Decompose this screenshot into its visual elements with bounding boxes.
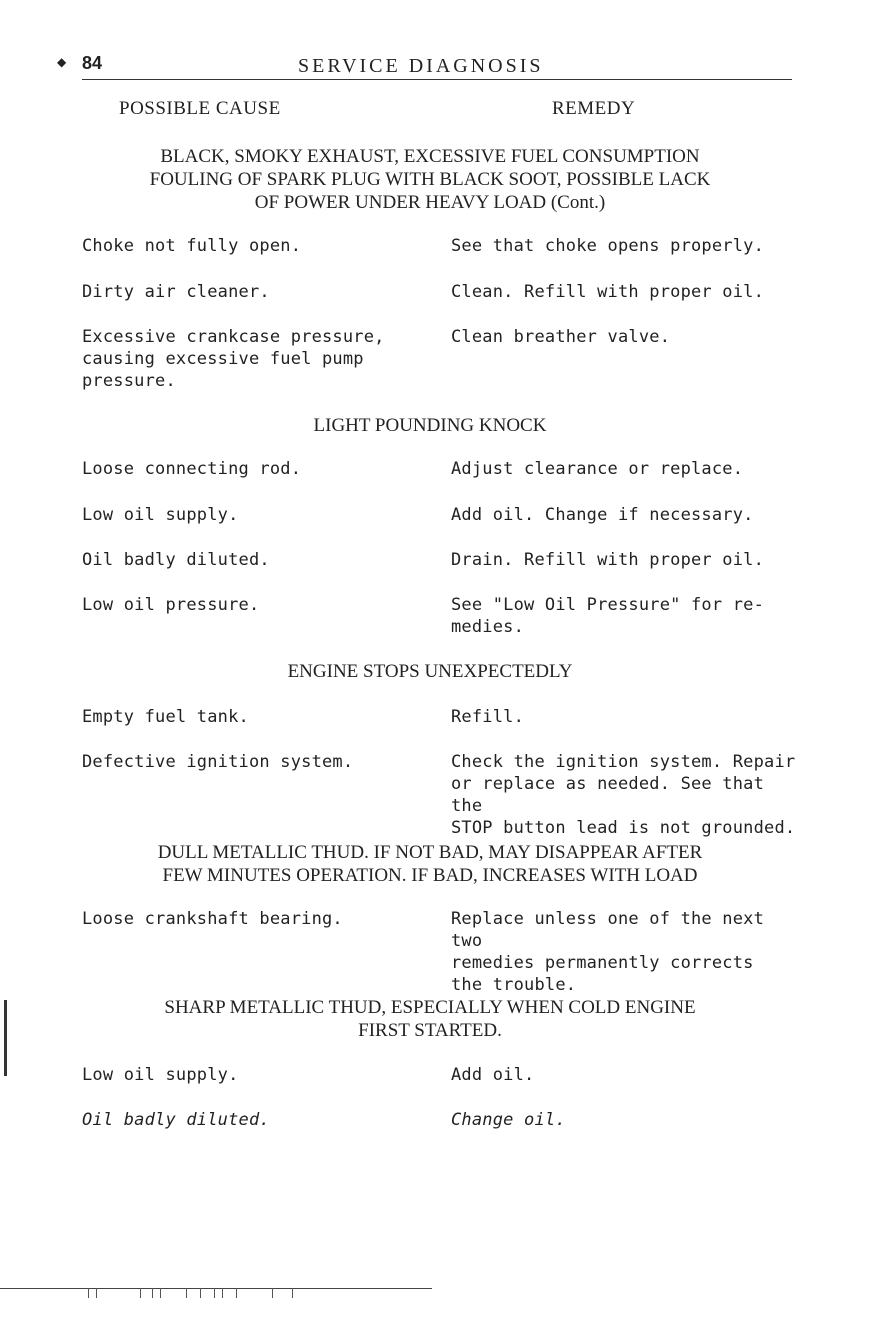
cause-text: Loose connecting rod. <box>82 459 302 479</box>
remedy-text: Check the ignition system. Repair or replace as needed. See that the STOP button lead is not grounded. <box>451 752 796 838</box>
section-title-engine-stops-unexpectedly: ENGINE STOPS UNEXPECTEDLY <box>287 661 573 682</box>
cause-text: Defective ignition system. <box>82 752 354 772</box>
remedy-text: Drain. Refill with proper oil. <box>451 550 765 570</box>
cause-text: Choke not fully open. <box>82 236 302 256</box>
remedy-text: Replace unless one of the next two remedies permanently corrects the trouble. <box>451 909 765 995</box>
remedy-text: Change oil. <box>451 1110 566 1130</box>
remedy-text: Clean breather valve. <box>451 327 671 347</box>
header-rule <box>82 79 792 80</box>
section-title-sharp-metallic-thud: SHARP METALLIC THUD, ESPECIALLY WHEN COLD ENGINE FIRST STARTED. <box>164 997 696 1041</box>
cause-text: Low oil supply. <box>82 1065 239 1085</box>
corner-mark: ◆ <box>57 55 67 69</box>
cause-text: Oil badly diluted. <box>82 1110 270 1130</box>
column-heading-remedy: REMEDY <box>552 98 636 119</box>
column-heading-cause: POSSIBLE CAUSE <box>119 98 281 119</box>
section-title-black-smoky-exhaust: BLACK, SMOKY EXHAUST, EXCESSIVE FUEL CONSUMPTION FOULING OF SPARK PLUG WITH BLACK SOOT, POSSIBLE LACK OF POWER UNDER HEAVY LOAD (Cont.) <box>149 146 711 213</box>
remedy-text: Add oil. Change if necessary. <box>451 505 754 525</box>
cause-text: Dirty air cleaner. <box>82 282 270 302</box>
remedy-text: See "Low Oil Pressure" for re- medies. <box>451 595 765 637</box>
binding-rule <box>0 1286 440 1298</box>
remedy-text: Clean. Refill with proper oil. <box>451 282 765 302</box>
cause-text: Low oil supply. <box>82 505 239 525</box>
section-title-light-pounding-knock: LIGHT POUNDING KNOCK <box>313 415 547 436</box>
remedy-text: Adjust clearance or replace. <box>451 459 744 479</box>
cause-text: Oil badly diluted. <box>82 550 270 570</box>
cause-text: Loose crankshaft bearing. <box>82 909 343 929</box>
running-title: SERVICE DIAGNOSIS <box>298 55 544 77</box>
remedy-text: See that choke opens properly. <box>451 236 765 256</box>
section-title-dull-metallic-thud: DULL METALLIC THUD. IF NOT BAD, MAY DISAPPEAR AFTER FEW MINUTES OPERATION. IF BAD, INCREASES WITH LOAD <box>157 842 703 886</box>
cause-text: Excessive crankcase pressure, causing excessive fuel pump pressure. <box>82 327 385 391</box>
binding-edge-mark <box>4 1000 7 1076</box>
remedy-text: Add oil. <box>451 1065 535 1085</box>
page-number: 84 <box>82 53 103 73</box>
cause-text: Low oil pressure. <box>82 595 260 615</box>
remedy-text: Refill. <box>451 707 525 727</box>
cause-text: Empty fuel tank. <box>82 707 249 727</box>
